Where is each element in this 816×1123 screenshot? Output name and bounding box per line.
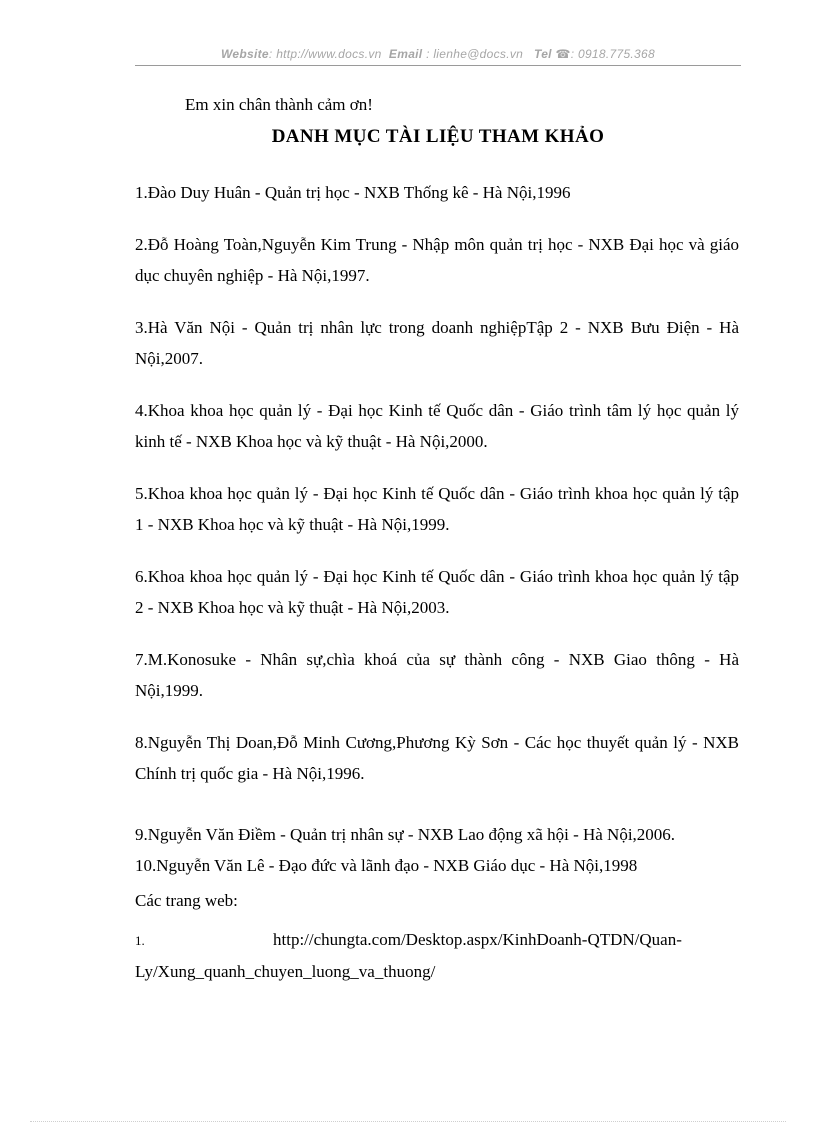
- header-divider: [135, 65, 741, 66]
- reference-item: 9.Nguyễn Văn Điềm - Quản trị nhân sự - NXB Lao động xã hội - Hà Nội,2006.: [135, 825, 676, 844]
- reference-item: 10.Nguyễn Văn Lê - Đạo đức và lãnh đạo - NXB Giáo dục - Hà Nội,1998: [135, 856, 638, 875]
- websites-heading: Các trang web:: [135, 891, 238, 910]
- reference-item: 8.Nguyễn Thị Doan,Đỗ Minh Cương,Phương Kỳ Sơn - Các học thuyết quản lý - NXB Chính trị quốc gia - Hà Nội,1996.: [135, 733, 739, 783]
- website-url-link[interactable]: http://chungta.com/Desktop.aspx/KinhDoanh-QTDN/Quan-Ly/Xung_quanh_chuyen_luong_va_thuong/: [135, 930, 682, 981]
- website-item-number: 1.: [135, 933, 145, 948]
- reference-item: 4.Khoa khoa học quản lý - Đại học Kinh tế Quốc dân - Giáo trình tâm lý học quản lý kinh tế - NXB Khoa học và kỹ thuật - Hà Nội,2000.: [135, 401, 739, 451]
- page-header: [135, 47, 741, 61]
- website-label: Website: [221, 47, 269, 61]
- reference-item: 7.M.Konosuke - Nhân sự,chìa khoá của sự thành công - NXB Giao thông - Hà Nội,1999.: [135, 650, 739, 700]
- reference-list: [135, 177, 739, 987]
- reference-item: 6.Khoa khoa học quản lý - Đại học Kinh tế Quốc dân - Giáo trình khoa học quản lý tập 2 - NXB Khoa học và kỹ thuật - Hà Nội,2003.: [135, 567, 739, 617]
- reference-item: 1.Đào Duy Huân - Quản trị học - NXB Thống kê - Hà Nội,1996: [135, 183, 571, 202]
- footer-divider: [30, 1121, 786, 1122]
- phone-icon: ☎: [555, 47, 571, 61]
- reference-item: 3.Hà Văn Nội - Quản trị nhân lực trong doanh nghiệpTập 2 - NXB Bưu Điện - Hà Nội,2007.: [135, 318, 739, 368]
- email-value: : lienhe@docs.vn: [422, 47, 524, 61]
- tel-label: Tel: [534, 47, 552, 61]
- page-title: DANH MỤC TÀI LIỆU THAM KHẢO: [271, 126, 605, 147]
- reference-item: 5.Khoa khoa học quản lý - Đại học Kinh tế Quốc dân - Giáo trình khoa học quản lý tập 1 - NXB Khoa học và kỹ thuật - Hà Nội,1999.: [135, 484, 739, 534]
- reference-item: 2.Đỗ Hoàng Toàn,Nguyễn Kim Trung - Nhập môn quản trị học - NXB Đại học và giáo dục chuyên nghiệp - Hà Nội,1997.: [135, 235, 739, 285]
- email-label: Email: [388, 47, 423, 61]
- tel-value: : 0918.775.368: [570, 47, 655, 61]
- website-item: [135, 924, 739, 987]
- website-value: : http://www.docs.vn: [268, 47, 382, 61]
- thanks-line: Em xin chân thành cảm ơn!: [185, 95, 373, 114]
